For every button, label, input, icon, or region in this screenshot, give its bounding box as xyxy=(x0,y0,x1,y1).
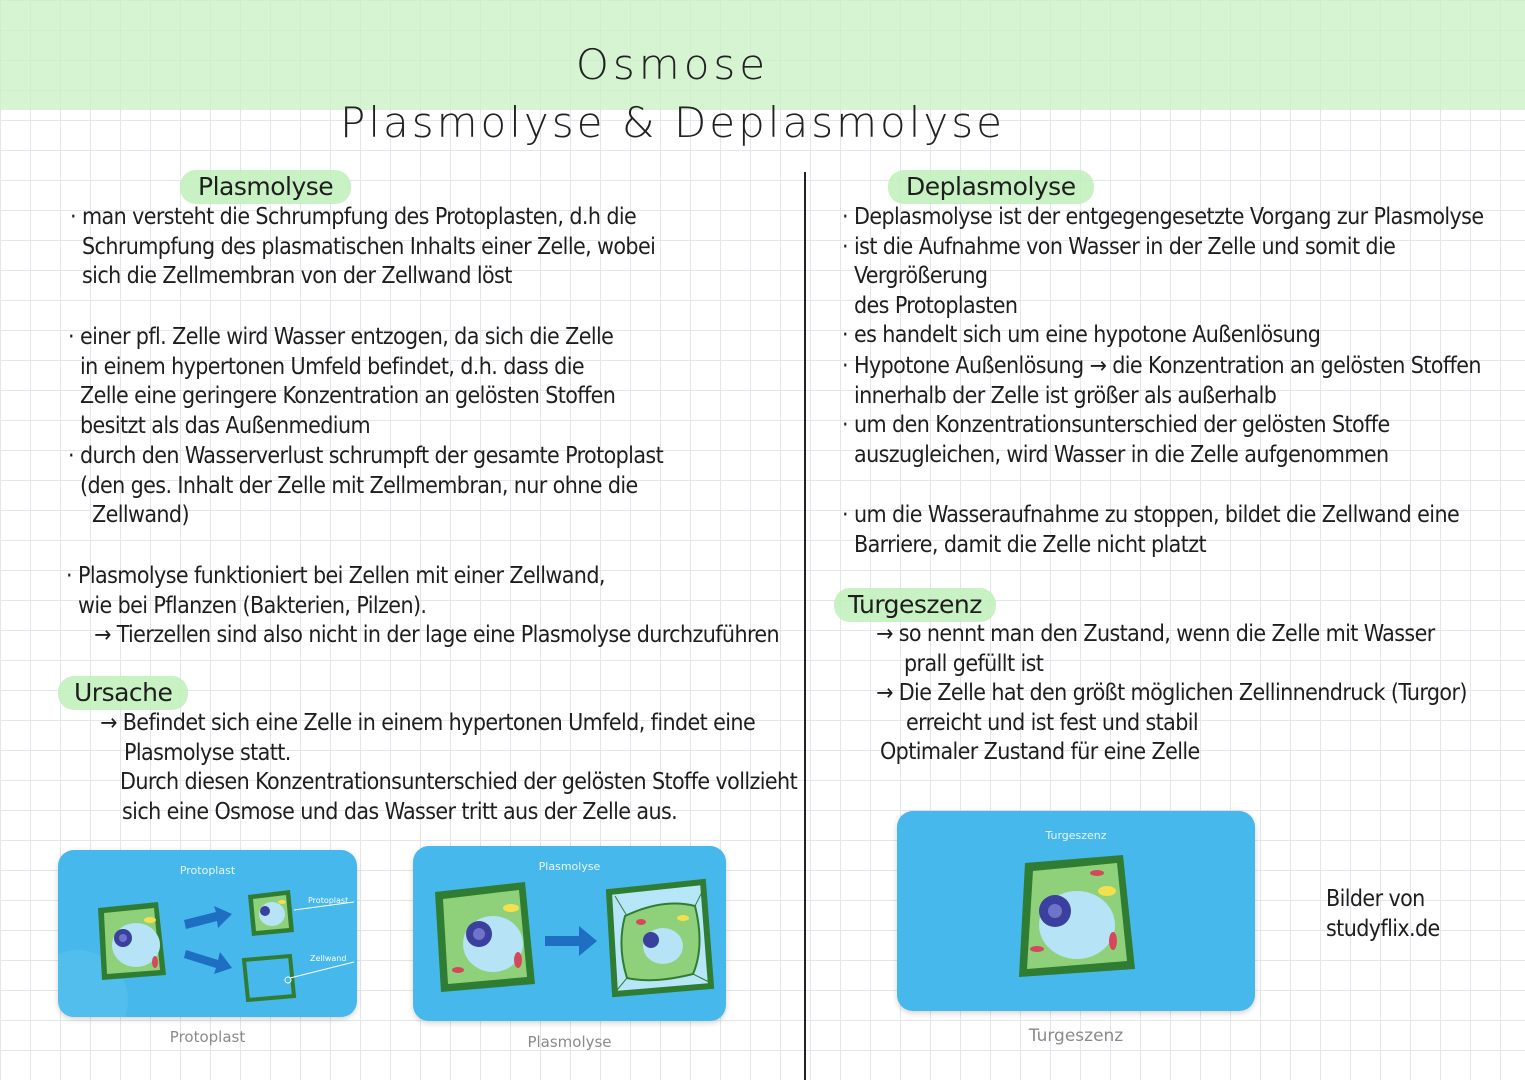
zellwand-sublabel: Zellwand xyxy=(310,954,347,963)
text-line: · Plasmolyse funktioniert bei Zellen mit einer Zellwand, xyxy=(78,562,779,592)
column-divider xyxy=(804,172,806,1080)
text-line: Zelle eine geringere Konzentration an gelösten Stoffen xyxy=(80,383,616,410)
plasmolyse-process xyxy=(80,323,615,441)
page-subtitle: Plasmolyse & Deplasmolyse xyxy=(340,98,1005,147)
plasmolyse-shrink xyxy=(80,442,663,531)
text-line: sich die Zellmembran von der Zellwand löst xyxy=(82,263,512,290)
text-line: · um den Konzentrationsunterschied der gelösten Stoffe xyxy=(854,411,1481,441)
text-line: · ist die Aufnahme von Wasser in der Zelle und somit die Vergrößerung xyxy=(854,233,1525,292)
caption-protoplast: Protoplast xyxy=(169,1028,246,1046)
text-line: wie bei Pflanzen (Bakterien, Pilzen). xyxy=(78,592,427,619)
text-line: Optimaler Zustand für eine Zelle xyxy=(880,739,1200,766)
text-line: sich eine Osmose und das Wasser tritt aus der Zelle aus. xyxy=(122,798,678,825)
plasmolysed-cell-icon xyxy=(609,882,711,994)
image-label: Protoplast xyxy=(179,864,236,877)
text-line: → Die Zelle hat den größt möglichen Zellinnendruck (Turgor) xyxy=(876,680,1467,707)
plasmolyse-image xyxy=(413,846,726,1021)
text-line: · einer pfl. Zelle wird Wasser entzogen, da sich die Zelle xyxy=(80,323,615,353)
text-line: besitzt als das Außenmedium xyxy=(80,412,371,439)
text-line: · Deplasmolyse ist der entgegengesetzte Vorgang zur Plasmolyse xyxy=(854,203,1525,233)
text-line: Barriere, damit die Zelle nicht platzt xyxy=(854,531,1207,558)
text-line: Bilder von xyxy=(1326,886,1425,912)
plasmolyse-diagram xyxy=(413,846,726,1021)
caption-plasmolyse: Plasmolyse xyxy=(527,1033,612,1051)
turgid-cell-icon xyxy=(1019,855,1135,977)
text-line: auszugleichen, wird Wasser in die Zelle aufgenommen xyxy=(854,441,1389,468)
turgeszenz-text xyxy=(876,620,1467,768)
text-line: innerhalb der Zelle ist größer als außerhalb xyxy=(854,382,1277,409)
page-title: Osmose xyxy=(575,40,770,89)
deplasmolyse-definition xyxy=(854,203,1525,351)
heading-turgeszenz: Turgeszenz xyxy=(834,588,996,622)
text-line: studyflix.de xyxy=(1326,916,1440,942)
text-line: → Tierzellen sind also nicht in der lage eine Plasmolyse durchzuführen xyxy=(94,622,780,649)
plasmolyse-definition xyxy=(82,203,655,292)
image-label: Turgeszenz xyxy=(1045,829,1107,842)
plant-cell-icon xyxy=(435,882,535,992)
text-line: → Befindet sich eine Zelle in einem hypertonen Umfeld, findet eine xyxy=(100,710,756,736)
text-line: · Hypotone Außenlösung → die Konzentration an gelösten Stoffen xyxy=(854,352,1481,382)
text-line: des Protoplasten xyxy=(854,292,1018,319)
text-line: erreicht und ist fest und stabil xyxy=(906,709,1199,736)
heading-plasmolyse: Plasmolyse xyxy=(180,170,351,204)
arrow-right-icon xyxy=(184,906,232,974)
plant-cell-icon xyxy=(98,902,166,980)
barriere-text xyxy=(854,501,1459,560)
image-label: Plasmolyse xyxy=(538,860,601,873)
ursache-text xyxy=(100,709,797,827)
arrow-right-icon xyxy=(545,926,597,956)
hypotone-explanation xyxy=(854,352,1481,470)
text-line: prall gefüllt ist xyxy=(904,650,1044,677)
text-line: Schrumpfung des plasmatischen Inhalts einer Zelle, wobei xyxy=(82,233,656,260)
text-line: · um die Wasseraufnahme zu stoppen, bildet die Zellwand eine xyxy=(854,501,1459,531)
caption-turgeszenz: Turgeszenz xyxy=(1028,1026,1124,1046)
text-line: Zellwand) xyxy=(92,502,189,529)
plasmolyse-cell-wall xyxy=(78,562,779,651)
protoplast-diagram xyxy=(58,850,357,1017)
heading-deplasmolyse: Deplasmolyse xyxy=(888,170,1094,204)
text-line: Durch diesen Konzentrationsunterschied der gelösten Stoffe vollzieht xyxy=(120,769,798,796)
protoplast-sublabel: Protoplast xyxy=(308,896,349,905)
protoplast-image xyxy=(58,850,357,1017)
text-line: (den ges. Inhalt der Zelle mit Zellmembran, nur ohne die xyxy=(80,472,638,499)
text-line: · es handelt sich um eine hypotone Außenlösung xyxy=(854,321,1525,351)
text-line: · durch den Wasserverlust schrumpft der gesamte Protoplast xyxy=(80,442,663,472)
turgeszenz-diagram xyxy=(897,811,1255,1011)
turgeszenz-image xyxy=(897,811,1255,1011)
protoplast-icon xyxy=(248,890,294,936)
text-line: → so nennt man den Zustand, wenn die Zelle mit Wasser xyxy=(876,621,1435,647)
heading-ursache: Ursache xyxy=(58,676,188,710)
text-line: · man versteht die Schrumpfung des Protoplasten, d.h die xyxy=(82,203,655,233)
text-line: Plasmolyse statt. xyxy=(124,739,291,766)
text-line: in einem hypertonen Umfeld befindet, d.h. dass die xyxy=(80,353,585,380)
image-credit xyxy=(1326,884,1440,944)
